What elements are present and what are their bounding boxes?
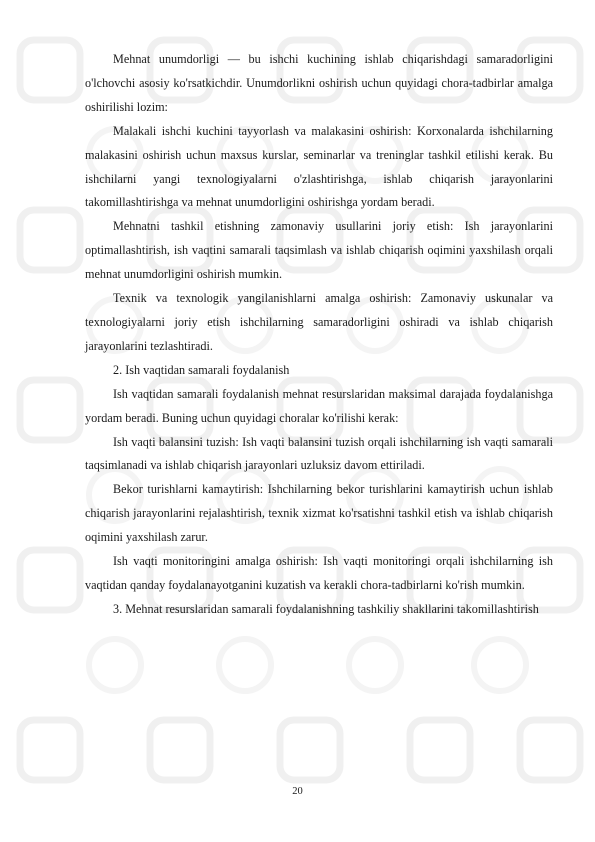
paragraph-modern-labor-organization: Mehnatni tashkil etishning zamonaviy usullarini joriy etish: Ish jarayonlarini optimallashtirish, ish vaqtini samarali taqsimlash va ishlab chiqarish oqimini yaxshilash orqali mehnat unumdorligini oshirish mumkin. (85, 219, 553, 282)
paragraph-technical-upgrades: Texnik va texnologik yangilanishlarni amalga oshirish: Zamonaviy uskunalar va texnologiyalarni joriy etish ishchilarning samaradorligini oshiradi va ishlab chiqarish jarayonlarini tezlashtiradi. (85, 291, 553, 353)
paragraph-work-time-balance: Ish vaqti balansini tuzish: Ish vaqti balansini tuzish orqali ishchilarning ish vaqti samarali taqsimlanadi va ishlab chiqarish jarayonlari uzluksiz davom ettiriladi. (85, 434, 553, 473)
section-heading-organizational-forms: 3. Mehnat resurslaridan samarali foydalanishning tashkiliy shakllarini takomillashtirish (113, 601, 539, 616)
paragraph-productivity-intro: Mehnat unumdorligi — bu ishchi kuchining ishlab chiqarishdagi samaradorligini o'lchovchi asosiy ko'rsatkichdir. Unumdorlikni oshirish uchun quyidagi chora-tadbirlar amalga oshirilishi lozim: (85, 52, 553, 114)
page-number: 20 (292, 786, 303, 797)
section-heading-work-time: 2. Ish vaqtidan samarali foydalanish (113, 362, 290, 377)
paragraph-idle-reduction: Bekor turishlarni kamaytirish: Ishchilarning bekor turishlarini kamaytirish uchun ishlab chiqarish jarayonlarini rejalashtirish, texnik xizmat ko'rsatishni tashkil etish va ishlab chiqarish oqimini yaxshilash zarur. (85, 482, 553, 545)
paragraph-work-time-monitoring: Ish vaqti monitoringini amalga oshirish: Ish vaqti monitoringi orqali ishchilarning ish vaqtidan qanday foydalanayotganini kuzatish va kerakli chora-tadbirlarni ko'rish mumkin. (85, 554, 553, 592)
paragraph-skilled-workforce: Malakali ishchi kuchini tayyorlash va malakasini oshirish: Korxonalarda ishchilarning malakasini oshirish uchun maxsus kurslar, seminarlar va treninglar tashkil etilishi kerak. Bu ishchilarni yangi texnologiyalarni o'zlashtirishga, ishlab chiqarish jarayonlarini takomillashtirishga va mehnat unumdorligini oshirishga yordam beradi. (85, 123, 553, 210)
paragraph-work-time-intro: Ish vaqtidan samarali foydalanish mehnat resurslaridan maksimal darajada foydalanishga yordam beradi. Buning uchun quyidagi choralar ko'rilishi kerak: (85, 386, 553, 425)
document-body (85, 48, 553, 622)
